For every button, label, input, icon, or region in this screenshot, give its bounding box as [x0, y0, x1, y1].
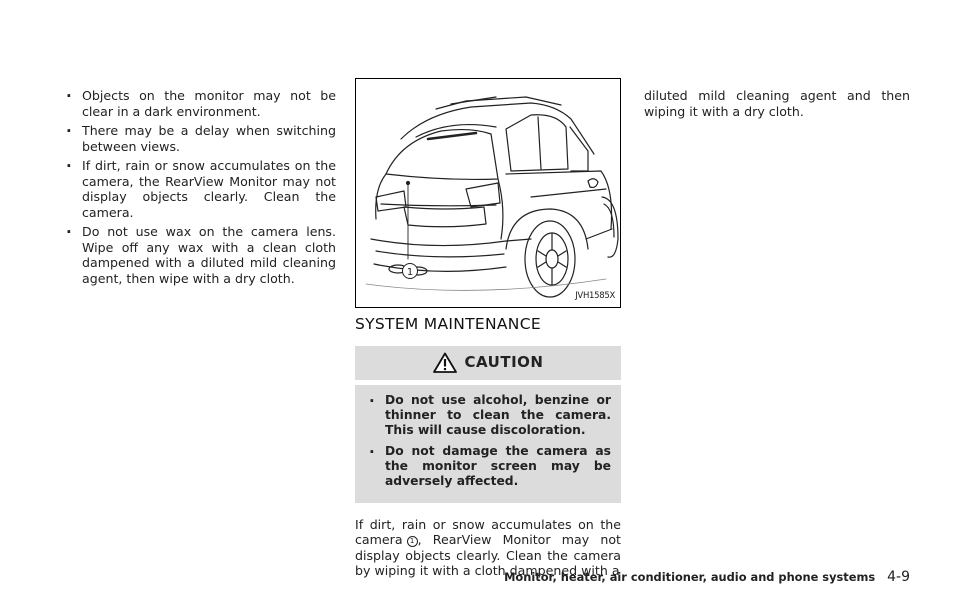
list-item: . There may be a delay when switching between views. [62, 123, 336, 154]
notes-list [62, 88, 336, 286]
section-heading: SYSTEM MAINTENANCE [355, 315, 541, 333]
caution-list [365, 393, 611, 489]
callout-marker: 1 [407, 536, 418, 547]
caution-body [355, 385, 621, 503]
paragraph-text-end: , RearView Monitor may not display objects clearly. Clean the camera by wiping it with a cloth dampened with a [355, 532, 621, 578]
list-item: . Do not use wax on the camera lens. Wipe off any wax with a clean cloth dampened with a diluted mild cleaning agent, then wipe with a dry cloth. [62, 224, 336, 286]
list-item: . If dirt, rain or snow accumulates on the camera, the RearView Monitor may not display objects clearly. Clean the camera. [62, 158, 336, 220]
middle-column [355, 78, 621, 591]
callout-number: 1 [406, 267, 414, 278]
caution-box [355, 346, 621, 503]
page-footer [504, 569, 910, 585]
caution-title: CAUTION [464, 352, 544, 371]
caution-header [355, 346, 621, 380]
list-item: . Objects on the monitor may not be clear in a dark environment. [62, 88, 336, 119]
vehicle-rear-camera-figure [355, 78, 621, 308]
page-number: 4-9 [887, 569, 910, 585]
list-item: . Do not use alcohol, benzine or thinner to clean the camera. This will cause discoloration. [365, 393, 611, 438]
figure-code: JVH1585X [575, 290, 615, 301]
right-column [644, 88, 910, 119]
vehicle-illustration [356, 79, 620, 307]
warning-icon [433, 352, 457, 373]
left-column [62, 88, 336, 290]
continued-paragraph: diluted mild cleaning agent and then wiping it with a dry cloth. [644, 88, 910, 119]
list-item: . Do not damage the camera as the monitor screen may be adversely affected. [365, 444, 611, 489]
paragraph-text-start: If dirt, rain or snow accumulates on the camera [355, 516, 621, 547]
footer-section-title: Monitor, heater, air conditioner, audio and phone systems [504, 570, 876, 584]
